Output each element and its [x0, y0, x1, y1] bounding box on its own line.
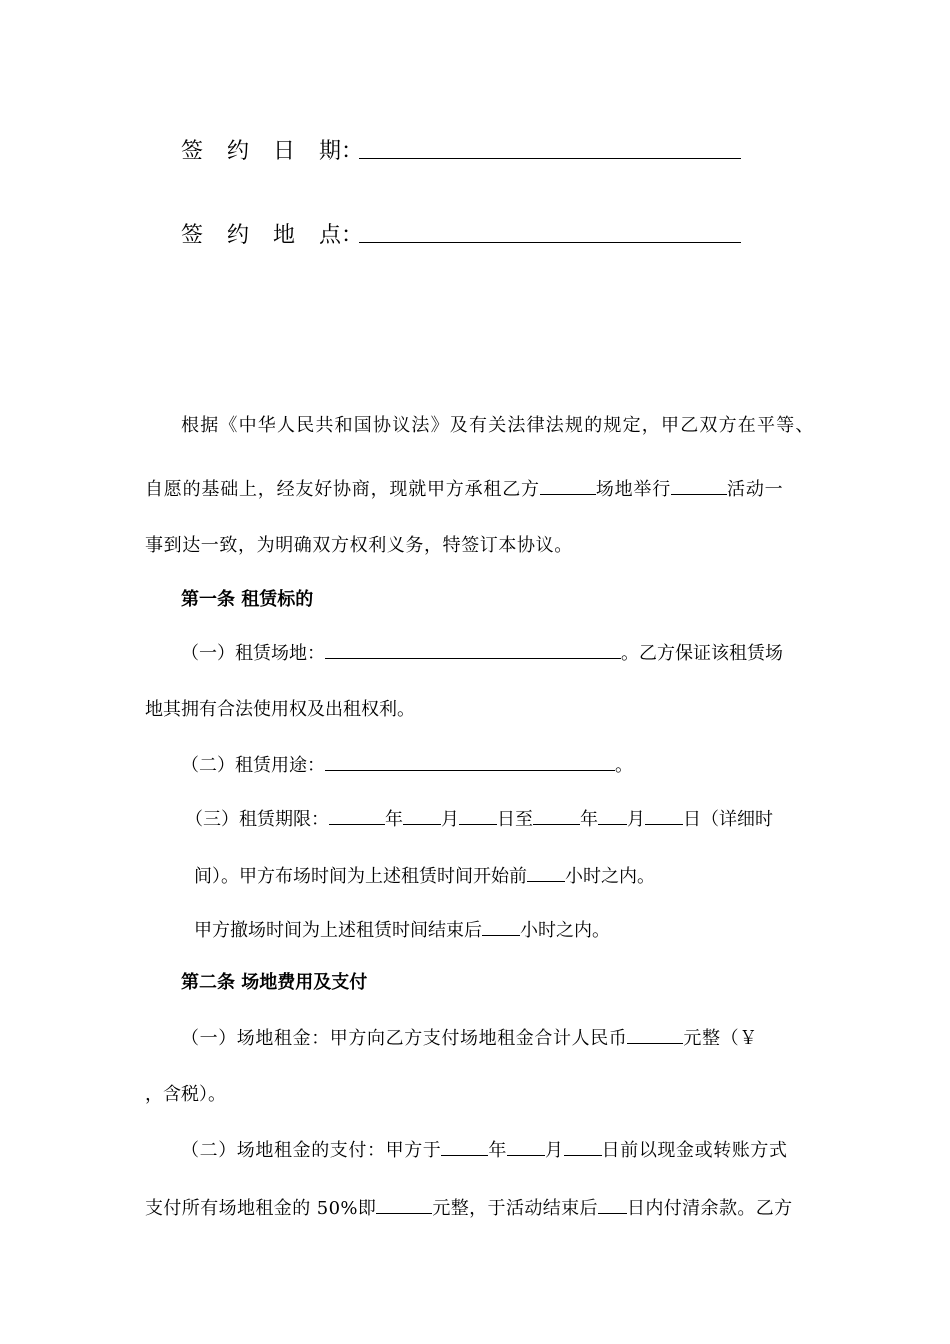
preamble-text: 自愿的基础上，经友好协商，现就甲方承租乙方: [145, 479, 540, 500]
article-2-item-1: [181, 1025, 758, 1051]
setup-hours-blank[interactable]: [527, 863, 565, 882]
month-label: 月: [627, 809, 645, 830]
article-2-item-2: [181, 1137, 788, 1163]
start-year-blank[interactable]: [329, 806, 385, 825]
signing-date-char: 日: [273, 139, 296, 164]
article-2-title: 第二条 场地费用及支付: [181, 972, 368, 993]
article-1-item-1-cont: 地其拥有合法使用权及出租权利。: [145, 699, 415, 720]
day-label: 日: [683, 809, 701, 830]
rental-purpose-blank[interactable]: [325, 752, 615, 771]
year-label: 年: [385, 809, 403, 830]
signing-date-char: 期：: [319, 139, 364, 164]
balance-days-blank[interactable]: [598, 1195, 627, 1214]
article-2-text: （二）场地租金的支付：甲方于: [181, 1140, 442, 1161]
signing-place-field[interactable]: [359, 242, 741, 243]
article-2-text: 日前以现金或转账方式: [601, 1140, 788, 1161]
article-1-item-2: [181, 752, 633, 778]
preamble-text: 活动一: [727, 479, 784, 500]
article-1-text: （三）租赁期限：: [185, 809, 329, 830]
article-2-text: 日内付清余款。乙方: [626, 1198, 793, 1219]
preamble-line-3: 事到达一致，为明确双方权利义务，特签订本协议。: [145, 535, 573, 556]
signing-place-char: 签: [181, 223, 204, 248]
month-label: 月: [441, 809, 459, 830]
article-1-text: 甲方撤场时间为上述租赁时间结束后: [194, 920, 482, 941]
end-month-blank[interactable]: [598, 806, 627, 825]
day-to-label: 日至: [497, 809, 533, 830]
article-1-text: （一）租赁场地：: [181, 643, 325, 664]
start-month-blank[interactable]: [403, 806, 441, 825]
activity-blank[interactable]: [671, 476, 727, 495]
signing-date-char: 约: [227, 139, 250, 164]
article-2-text: 支付所有场地租金的 50%即: [145, 1198, 377, 1219]
rental-venue-blank[interactable]: [325, 640, 621, 659]
article-1-item-3: [185, 806, 773, 832]
article-1-text: 小时之内。: [520, 920, 610, 941]
article-1-text: 。乙方保证该租赁场: [621, 643, 783, 664]
article-1-text: （二）租赁用途：: [181, 755, 325, 776]
end-year-blank[interactable]: [533, 806, 580, 825]
signing-place-char: 点：: [319, 223, 364, 248]
month-label: 月: [545, 1140, 564, 1161]
article-1-text: 小时之内。: [565, 866, 655, 887]
article-2-text: 元整，于活动结束后: [432, 1198, 598, 1219]
preamble-text: 场地举行: [595, 479, 672, 500]
article-1-text: （详细时: [701, 809, 773, 830]
article-1-text: 间）。甲方布场时间为上述租赁时间开始前: [194, 866, 527, 887]
signing-place-char: 地: [273, 223, 296, 248]
article-2-text: （一）场地租金：甲方向乙方支付场地租金合计人民币: [181, 1028, 628, 1049]
payment-month-blank[interactable]: [507, 1137, 545, 1156]
start-day-blank[interactable]: [459, 806, 497, 825]
rent-amount-blank[interactable]: [627, 1025, 683, 1044]
payment-day-blank[interactable]: [564, 1137, 602, 1156]
signing-date-field[interactable]: [359, 158, 741, 159]
venue-blank[interactable]: [540, 476, 596, 495]
year-label: 年: [488, 1140, 508, 1161]
payment-year-blank[interactable]: [441, 1137, 488, 1156]
article-2-item-2-cont: [145, 1195, 793, 1221]
article-2-text: 元整（￥: [683, 1028, 758, 1049]
preamble-line-1: 根据《中华人民共和国协议法》及有关法律法规的规定，甲乙双方在平等、: [181, 415, 815, 436]
article-1-title: 第一条 租赁标的: [181, 589, 314, 610]
article-1-item-1: [181, 640, 783, 666]
year-label: 年: [580, 809, 598, 830]
article-2-item-1-cont: ，含税）。: [145, 1084, 226, 1105]
signing-date-char: 签: [181, 139, 204, 164]
article-1-item-3-line-3: [194, 917, 610, 943]
preamble-line-2: [145, 476, 783, 502]
deposit-amount-blank[interactable]: [376, 1195, 432, 1214]
article-1-text: 。: [615, 755, 633, 776]
article-1-item-3-line-2: [194, 863, 655, 889]
end-day-blank[interactable]: [645, 806, 683, 825]
signing-place-char: 约: [227, 223, 250, 248]
teardown-hours-blank[interactable]: [482, 917, 520, 936]
